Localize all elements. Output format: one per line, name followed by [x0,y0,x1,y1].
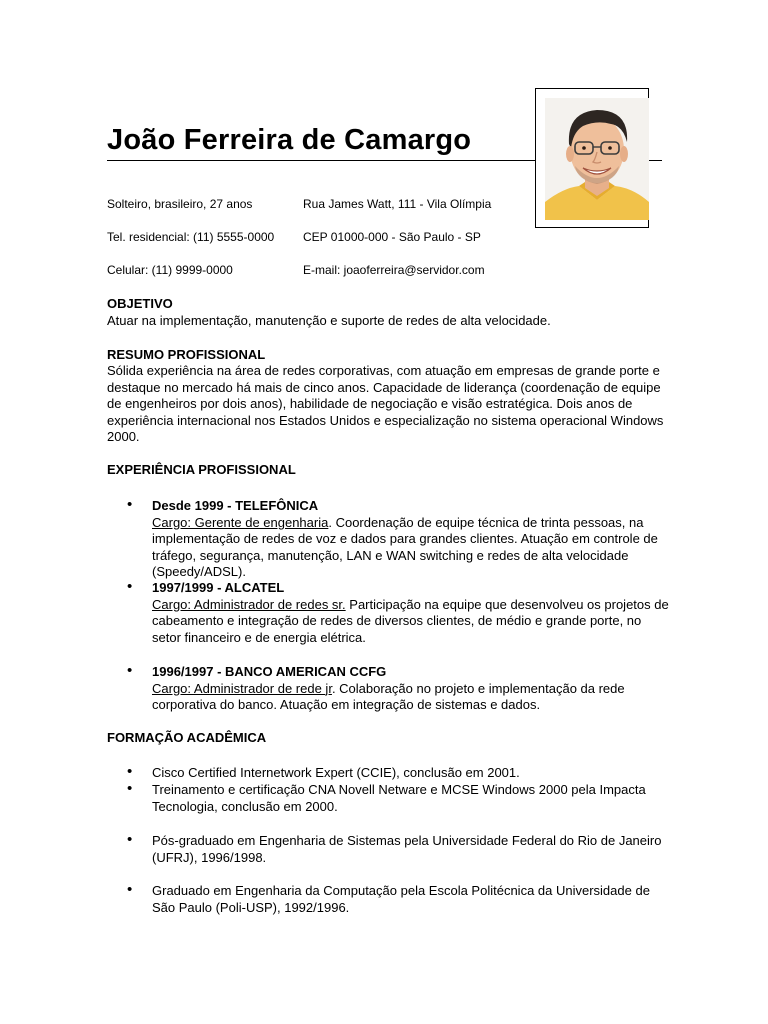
bullet-icon [127,497,132,514]
job-item [152,498,672,581]
address-cep: CEP 01000-000 - São Paulo - SP [303,230,481,244]
profile-photo [545,98,649,220]
job-title: 1996/1997 - BANCO AMERICAN CCFG [152,664,387,679]
job-title: Desde 1999 - TELEFÔNICA [152,498,319,513]
job-cargo: Cargo: Gerente de engenharia [152,514,329,530]
section-title-experiencia: EXPERIÊNCIA PROFISSIONAL [107,462,296,477]
bullet-icon [127,882,132,899]
job-cargo: Cargo: Administrador de redes sr. [152,596,346,612]
job-item [152,580,672,646]
home-phone: Tel. residencial: (11) 5555-0000 [107,230,275,244]
person-portrait-icon [545,98,649,220]
job-description: . Colaboração no projeto e implementação da rede corporativa do banco. Atuação em integração de sistemas e dados. [152,680,625,712]
section-title-resumo: RESUMO PROFISSIONAL [107,347,266,362]
marital-age-info: Solteiro, brasileiro, 27 anos [107,197,253,211]
bullet-icon [127,781,132,798]
bullet-icon [127,579,132,596]
job-description: . Coordenação de equipe técnica de trinta pessoas, na implementação de redes de voz e dados para grandes clientes. Atuação em controle de tráfego, segurança, manutenção, LAN e WAN switching e redes de alta velocidade (Speedy/ADSL). [152,514,658,579]
objetivo-text: Atuar na implementação, manutenção e suporte de redes de alta velocidade. [107,313,551,328]
resumo-text: Sólida experiência na área de redes corporativas, com atuação em empresas de grande porte e destaque no mercado há mais de cinco anos. Capacidade de liderança (coordenação de equipe de engenheiros por dois anos), habilidade de negociação e visão estratégica. Dois anos de experiência internacional nos Estados Unidos e especialização no sistema operacional Windows 2000. [107,363,664,444]
education-item: Cisco Certified Internetwork Expert (CCIE), conclusão em 2001. [152,765,520,780]
email[interactable]: E-mail: joaoferreira@servidor.com [303,263,485,277]
job-item [152,664,672,714]
section-title-objetivo: OBJETIVO [107,296,173,311]
section-title-formacao: FORMAÇÃO ACADÊMICA [107,730,267,745]
job-title: 1997/1999 - ALCATEL [152,580,285,595]
bullet-icon [127,764,132,781]
candidate-name: João Ferreira de Camargo [107,124,472,156]
address-street: Rua James Watt, 111 - Vila Olímpia [303,197,492,211]
education-item: Pós-graduado em Engenharia de Sistemas pela Universidade Federal do Rio de Janeiro (UFRJ), 1996/1998. [152,833,662,865]
bullet-icon [127,663,132,680]
job-description: Participação na equipe que desenvolveu os projetos de cabeamento e integração de redes de diversos clientes, de médio e grande porte, no setor financeiro e de energia elétrica. [152,596,669,645]
job-cargo: Cargo: Administrador de rede jr [152,680,332,696]
education-item: Treinamento e certificação CNA Novell Netware e MCSE Windows 2000 pela Impacta Tecnologia, conclusão em 2000. [152,782,646,814]
profile-photo-frame [535,88,649,228]
bullet-icon [127,832,132,849]
mobile-phone: Celular: (11) 9999-0000 [107,263,233,277]
education-item: Graduado em Engenharia da Computação pela Escola Politécnica da Universidade de São Paulo (Poli-USP), 1992/1996. [152,883,650,915]
